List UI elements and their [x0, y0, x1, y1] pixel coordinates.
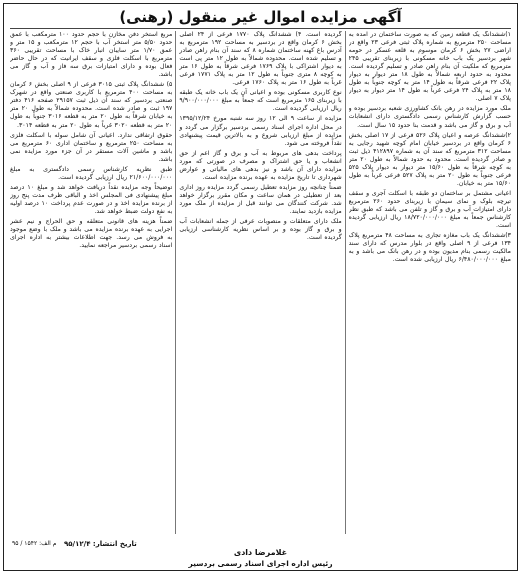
paragraph: ضمناً هزینه های قانونی متعلقه و حق الحراج و نیم عشر اجرایی به عهده برنده مزایده می باشد و ملک با وضع موجود به فروش می رسد. جهت اطلاعات بیشتر به اداره اجرای اسناد رسمی بردسیر مراجعه نمایید. — [10, 218, 173, 250]
notice-body — [10, 31, 511, 534]
paragraph: ملک دارای متعلقات و منصوبات عرفی از جمله انشعابات آب و برق و گاز بوده و بر اساس نظریه کارشناسی ارزیابی گردیده است. — [179, 218, 342, 242]
paragraph: مزایده از ساعت ۹ الی ۱۲ روز سه شنبه مورخ ۱۳۹۵/۱۲/۲۴ در محل اداره اجرای اسناد رسمی بردسیر برگزار می گردد و مزایده از مبلغ ارزیابی شروع و به بالاترین قیمت پیشنهادی نقداً فروخته می شود. — [179, 115, 342, 147]
publish-date: تاریخ انتشار: ۹۵/۱۲/۴ — [64, 540, 137, 548]
reference-number: م الف: ۱۵۴۲ / ۹۵ — [12, 540, 57, 547]
paragraph: گردیده است. ۴) ششدانگ پلاک ۱۷۷۰ فرعی از ۲۴ اصلی بخش ۶ کرمان واقع در بردسیر به مساحت ۱۹۲ مترمربع به آدرس باغ کهنه ساختمان شماره ۸ که سند آن بنام راهن صادر و تسلیم شده است. محدوده شمالاً به طول ۱۲ متر پی است به دیوار اشتراکی با پلاک ۱۷۶۹ فرعی شرقاً به طول ۱۶ متر به کوچه ۸ متری جنوباً به طول ۱۲ متر به پلاک ۱۷۷۱ فرعی غرباً به طول ۱۶ متر به پلاک ۱۷۶۰ فرعی. — [179, 31, 342, 87]
column-right — [349, 31, 511, 534]
signer-name: غلامرضا دادی — [233, 548, 288, 557]
paragraph: حقوق ارتفاقی ندارد. اعیانی آن شامل سوله با اسکلت فلزی به مساحت ۲۵۰ مترمربع و ساختمان اداری ۶۰ مترمربع می باشد و ماشین آلات مستقر در آن جزء مورد مزایده نمی باشد. — [10, 131, 173, 163]
paragraph: ضمناً چنانچه روز مزایده تعطیل رسمی گردد مزایده روز اداری بعد از تعطیلی در همان ساعت و مکان مقرر برگزار خواهد شد. شرکت کنندگان می توانند قبل از مزایده از ملک مورد مزایده بازدید نمایند. — [179, 183, 342, 215]
signer-title: رئیس اداره اجرای اسناد رسمی بردسیر — [188, 559, 333, 568]
column-middle — [179, 31, 341, 534]
paragraph: پرداخت بدهی های مربوط به آب و برق و گاز اعم از حق انشعاب و یا حق اشتراک و مصرف در صورتی که مورد مزایده دارای آن باشد و نیز بدهی های مالیاتی و عوارض شهرداری تا تاریخ مزایده به عهده برنده مزایده است. — [179, 149, 342, 181]
auction-notice — [3, 3, 518, 571]
column-left — [10, 31, 172, 534]
paragraph: طبق نظریه کارشناس رسمی دادگستری به مبلغ ۲۱/۶۰۰/۰۰۰/۰۰۰ ریال ارزیابی گردیده است. — [10, 165, 173, 181]
paragraph: ۳)ششدانگ یک باب مغازه تجاری به مساحت ۴۸ مترمربع پلاک ۱۳۴ فرعی از ۹ اصلی واقع در بلوار مدرس که دارای سند مالکیت رسمی بنام مدیون بوده و در رهن بانک می باشد و به مبلغ ۶/۴۸۰/۰۰۰/۰۰۰ ریال ارزیابی شده است. — [348, 232, 511, 264]
column-divider — [175, 31, 176, 534]
paragraph: ۲)ششدانگ عرصه و اعیان پلاک ۵۲۶ فرعی از ۱۷ اصلی بخش ۶ کرمان واقع در بردسیر خیابان امام کوچه شهید رجایی به مساحت ۳۱۲ مترمربع که سند آن به شماره ۴۱۲۸۹۷ ذیل ثبت و صادر گردیده است. محدود به حدود شمالاً به طول ۲۰ متر به کوچه شرقاً به طول ۱۵/۶۰ متر دیوار به دیوار پلاک ۵۲۵ فرعی جنوباً به طول ۲۰ متر به پلاک ۵۲۷ فرعی غرباً به طول ۱۵/۶۰ متر به خیابان. — [348, 131, 511, 187]
paragraph: ملک مورد مزایده در رهن بانک کشاورزی شعبه بردسیر بوده و حسب گزارش کارشناس رسمی دادگستری دارای انشعابات آب و برق و گاز می باشد و قدمت بنا حدود ۱۵ سال است. — [348, 105, 511, 129]
title-divider — [10, 28, 511, 29]
paragraph: ۱)ششدانگ یک قطعه زمین که به صورت ساختمان در آمده به مساحت ۲۵۰ مترمربع به شماره پلاک ثبتی فرعی ۲۳ واقع در اراضی ۲۷ بخش ۶ کرمان موسوم به قلعه عسکر در حومه شهر بردسیر یک باب خانه مسکونی با زیربنای تقریبی ۲۴۵ مترمربع که ملکیت آن بنام راهن صادر و تسلیم گردیده است. محدود به حدود اربعه شمالاً به طول ۱۸ متر دیوار به دیوار پلاک ۲۲ فرعی شرقاً به طول ۱۴ متر به کوچه جنوباً به طول ۱۸ متر به پلاک ۲۴ فرعی غرباً به طول ۱۴ متر دیوار به دیوار پلاک ۷ اصلی. — [348, 31, 511, 103]
column-divider — [345, 31, 346, 534]
paragraph: نوع کاربری مسکونی بوده و اعیانی آن یک باب خانه یک طبقه با زیربنای ۱۶۵ مترمربع است که جمعاً به مبلغ ۹/۹۰۰/۰۰۰/۰۰۰ ریال ارزیابی گردیده است. — [179, 89, 342, 113]
paragraph: مربع استخر دفن مخازن با حجم حدود ۱۰۰ مترمکعب با عمق حدود ۵/۵۰ متر استخر آب با حجم ۱۲ مترمکعب و ۱۵ متر و عمق ۱/۷۰ متر سایبان انبار خاک با مساحت تقریبی ۳۶۰ مترمربع با اسکلت فلزی و سقف ایرانیت که در حال حاضر فعال بوده و دارای امتیازات برق سه فاز و آب و گاز می باشد. — [10, 31, 173, 79]
paragraph: اعیانی مشتمل بر ساختمان دو طبقه با اسکلت آجری و سقف تیرچه بلوک و نمای سیمان با زیربنای حدود ۲۶۰ مترمربع دارای امتیازات آب و برق و گاز و تلفن می باشد که طبق نظر کارشناس جمعاً به مبلغ ۱۸/۷۲۰/۰۰۰/۰۰۰ ریال ارزیابی گردیده است. — [348, 189, 511, 230]
paragraph: توضیحاً وجه مزایده نقداً دریافت خواهد شد و مبلغ ۱۰ درصد مبلغ پیشنهادی فی المجلس اخذ و الباقی ظرف مدت پنج روز از برنده مزایده اخذ و در صورت عدم پرداخت ۱۰ درصد اولیه به نفع دولت ضبط خواهد شد. — [10, 183, 173, 215]
notice-title: آگهی مزایده اموال غیر منقول (رهنی) — [119, 8, 402, 26]
paragraph: ۵) ششدانگ پلاک ثبتی ۳۰۱۵ فرعی از ۹ اصلی بخش ۶ کرمان به مساحت ۴۰۰ مترمربع با کاربری صنعتی واقع در شهرک صنعتی بردسیر که سند آن ذیل ثبت ۲۹۱۵۷ صفحه ۴۱۶ دفتر ۱۹۷ ثبت و صادر شده است. محدوده شمالاً به طول ۲۰ متر به خیابان شرقاً به طول ۲۰ متر به قطعه ۳۰۱۶ جنوباً به طول ۲۰ متر به قطعه ۳۰۲۰ غرباً به طول ۲۰ متر به قطعه ۳۰۱۴. — [10, 81, 173, 129]
